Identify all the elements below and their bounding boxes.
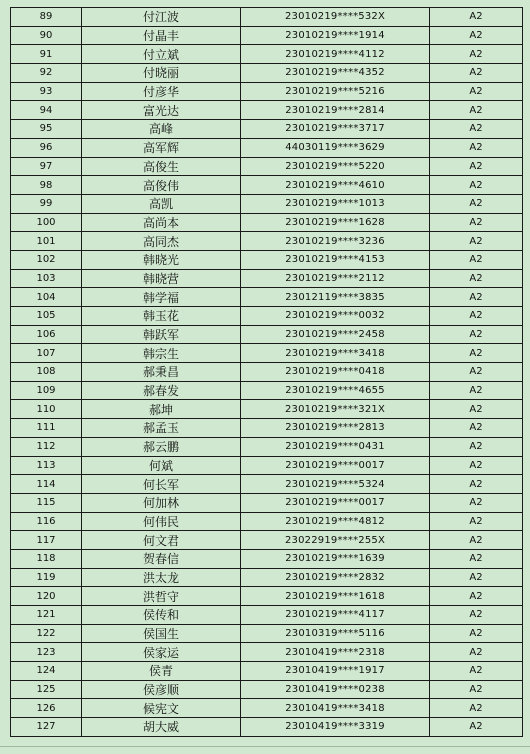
cell-name: 付立斌	[82, 45, 241, 64]
cell-id-number: 23010219****2832	[241, 568, 430, 587]
cell-id-number: 23010219****5324	[241, 475, 430, 494]
cell-license-class: A2	[430, 512, 523, 531]
cell-number: 125	[11, 680, 82, 699]
cell-number: 100	[11, 213, 82, 232]
table-row	[11, 101, 523, 120]
cell-name: 付江波	[82, 8, 241, 27]
cell-id-number: 23010219****5220	[241, 157, 430, 176]
cell-number: 117	[11, 531, 82, 550]
table-row	[11, 176, 523, 195]
cell-number: 92	[11, 64, 82, 83]
cell-name: 侯彦顺	[82, 680, 241, 699]
cell-id-number: 23010219****4117	[241, 606, 430, 625]
table-row	[11, 718, 523, 737]
cell-license-class: A2	[430, 269, 523, 288]
cell-license-class: A2	[430, 662, 523, 681]
cell-name: 高俊生	[82, 157, 241, 176]
table-row	[11, 568, 523, 587]
table-row	[11, 307, 523, 326]
cell-license-class: A2	[430, 475, 523, 494]
cell-name: 付晓丽	[82, 64, 241, 83]
cell-id-number: 23010419****2318	[241, 643, 430, 662]
cell-number: 107	[11, 344, 82, 363]
cell-name: 富光达	[82, 101, 241, 120]
cell-license-class: A2	[430, 64, 523, 83]
cell-license-class: A2	[430, 325, 523, 344]
cell-name: 付彦华	[82, 82, 241, 101]
table-row	[11, 64, 523, 83]
table-row	[11, 381, 523, 400]
cell-id-number: 23010219****5216	[241, 82, 430, 101]
cell-name: 郝秉昌	[82, 363, 241, 382]
cell-number: 93	[11, 82, 82, 101]
cell-id-number: 23010419****3319	[241, 718, 430, 737]
cell-id-number: 44030119****3629	[241, 138, 430, 157]
cell-name: 高峰	[82, 120, 241, 139]
cell-number: 116	[11, 512, 82, 531]
cell-id-number: 23010219****321X	[241, 400, 430, 419]
cell-license-class: A2	[430, 437, 523, 456]
cell-license-class: A2	[430, 400, 523, 419]
sheet-bottom-edge	[0, 746, 530, 747]
table-row	[11, 531, 523, 550]
cell-license-class: A2	[430, 288, 523, 307]
cell-name: 高同杰	[82, 232, 241, 251]
cell-id-number: 23010219****2112	[241, 269, 430, 288]
cell-id-number: 23010319****5116	[241, 624, 430, 643]
cell-name: 韩宗生	[82, 344, 241, 363]
cell-license-class: A2	[430, 138, 523, 157]
cell-id-number: 23010219****0017	[241, 456, 430, 475]
cell-license-class: A2	[430, 307, 523, 326]
cell-name: 付晶丰	[82, 26, 241, 45]
cell-id-number: 23010219****2814	[241, 101, 430, 120]
cell-id-number: 23010219****2458	[241, 325, 430, 344]
cell-name: 韩跃军	[82, 325, 241, 344]
cell-license-class: A2	[430, 680, 523, 699]
cell-license-class: A2	[430, 232, 523, 251]
cell-number: 121	[11, 606, 82, 625]
cell-license-class: A2	[430, 643, 523, 662]
table-row	[11, 475, 523, 494]
cell-number: 114	[11, 475, 82, 494]
cell-name: 候宪文	[82, 699, 241, 718]
cell-number: 104	[11, 288, 82, 307]
cell-license-class: A2	[430, 101, 523, 120]
cell-name: 韩玉花	[82, 307, 241, 326]
cell-name: 胡大威	[82, 718, 241, 737]
cell-id-number: 23010219****1914	[241, 26, 430, 45]
cell-id-number: 23012119****3835	[241, 288, 430, 307]
cell-license-class: A2	[430, 624, 523, 643]
cell-id-number: 23010419****1917	[241, 662, 430, 681]
cell-number: 95	[11, 120, 82, 139]
cell-id-number: 23010219****0032	[241, 307, 430, 326]
table-row	[11, 8, 523, 27]
cell-name: 高尚本	[82, 213, 241, 232]
cell-name: 洪哲守	[82, 587, 241, 606]
table-row	[11, 288, 523, 307]
cell-id-number: 23010219****1628	[241, 213, 430, 232]
cell-number: 98	[11, 176, 82, 195]
table-row	[11, 269, 523, 288]
cell-number: 90	[11, 26, 82, 45]
table-row	[11, 250, 523, 269]
table-row	[11, 26, 523, 45]
table-row	[11, 400, 523, 419]
cell-name: 郝坤	[82, 400, 241, 419]
cell-number: 127	[11, 718, 82, 737]
table-row	[11, 120, 523, 139]
cell-id-number: 23010219****532X	[241, 8, 430, 27]
cell-id-number: 23010219****0017	[241, 493, 430, 512]
table-row	[11, 325, 523, 344]
cell-name: 侯家运	[82, 643, 241, 662]
cell-name: 何长军	[82, 475, 241, 494]
table-row	[11, 82, 523, 101]
table-row	[11, 138, 523, 157]
cell-number: 101	[11, 232, 82, 251]
cell-number: 119	[11, 568, 82, 587]
cell-id-number: 23010219****0431	[241, 437, 430, 456]
table-row	[11, 45, 523, 64]
cell-name: 高凯	[82, 194, 241, 213]
table-row	[11, 344, 523, 363]
cell-license-class: A2	[430, 606, 523, 625]
table-row	[11, 512, 523, 531]
cell-id-number: 23010219****4352	[241, 64, 430, 83]
table-row	[11, 662, 523, 681]
table-row	[11, 194, 523, 213]
cell-id-number: 23010219****3418	[241, 344, 430, 363]
cell-id-number: 23010219****1639	[241, 549, 430, 568]
cell-number: 124	[11, 662, 82, 681]
cell-number: 108	[11, 363, 82, 382]
cell-id-number: 23010219****2813	[241, 419, 430, 438]
cell-name: 韩晓光	[82, 250, 241, 269]
table-row	[11, 643, 523, 662]
cell-name: 韩学福	[82, 288, 241, 307]
cell-number: 123	[11, 643, 82, 662]
cell-license-class: A2	[430, 8, 523, 27]
cell-name: 郝云鹏	[82, 437, 241, 456]
cell-id-number: 23010219****1618	[241, 587, 430, 606]
cell-name: 高俊伟	[82, 176, 241, 195]
cell-number: 113	[11, 456, 82, 475]
table-row	[11, 587, 523, 606]
cell-id-number: 23010219****3236	[241, 232, 430, 251]
cell-number: 89	[11, 8, 82, 27]
cell-number: 112	[11, 437, 82, 456]
cell-license-class: A2	[430, 699, 523, 718]
cell-number: 115	[11, 493, 82, 512]
cell-license-class: A2	[430, 250, 523, 269]
cell-name: 何文君	[82, 531, 241, 550]
cell-number: 103	[11, 269, 82, 288]
cell-name: 侯青	[82, 662, 241, 681]
cell-number: 110	[11, 400, 82, 419]
cell-number: 96	[11, 138, 82, 157]
cell-number: 106	[11, 325, 82, 344]
cell-id-number: 23022919****255X	[241, 531, 430, 550]
cell-license-class: A2	[430, 344, 523, 363]
table-body	[11, 8, 523, 737]
cell-license-class: A2	[430, 176, 523, 195]
cell-license-class: A2	[430, 194, 523, 213]
cell-name: 何伟民	[82, 512, 241, 531]
cell-license-class: A2	[430, 26, 523, 45]
license-table	[10, 7, 523, 737]
table-row	[11, 157, 523, 176]
cell-id-number: 23010219****1013	[241, 194, 430, 213]
cell-license-class: A2	[430, 456, 523, 475]
cell-license-class: A2	[430, 419, 523, 438]
cell-number: 118	[11, 549, 82, 568]
cell-name: 贺春信	[82, 549, 241, 568]
cell-license-class: A2	[430, 549, 523, 568]
cell-license-class: A2	[430, 82, 523, 101]
table-row	[11, 232, 523, 251]
cell-number: 91	[11, 45, 82, 64]
cell-name: 韩晓营	[82, 269, 241, 288]
table-row	[11, 624, 523, 643]
cell-number: 99	[11, 194, 82, 213]
cell-number: 120	[11, 587, 82, 606]
cell-number: 109	[11, 381, 82, 400]
table-row	[11, 606, 523, 625]
cell-id-number: 23010419****0238	[241, 680, 430, 699]
cell-license-class: A2	[430, 363, 523, 382]
cell-name: 何加林	[82, 493, 241, 512]
cell-license-class: A2	[430, 568, 523, 587]
table-row	[11, 680, 523, 699]
cell-id-number: 23010219****4655	[241, 381, 430, 400]
cell-license-class: A2	[430, 157, 523, 176]
cell-name: 侯国生	[82, 624, 241, 643]
cell-number: 105	[11, 307, 82, 326]
cell-license-class: A2	[430, 718, 523, 737]
cell-number: 94	[11, 101, 82, 120]
table-row	[11, 549, 523, 568]
cell-id-number: 23010219****4112	[241, 45, 430, 64]
cell-license-class: A2	[430, 587, 523, 606]
cell-name: 侯传和	[82, 606, 241, 625]
table-row	[11, 456, 523, 475]
cell-license-class: A2	[430, 493, 523, 512]
cell-number: 102	[11, 250, 82, 269]
cell-license-class: A2	[430, 120, 523, 139]
table-row	[11, 437, 523, 456]
cell-license-class: A2	[430, 531, 523, 550]
cell-number: 122	[11, 624, 82, 643]
cell-id-number: 23010219****3717	[241, 120, 430, 139]
cell-name: 高军辉	[82, 138, 241, 157]
cell-name: 何斌	[82, 456, 241, 475]
cell-name: 洪太龙	[82, 568, 241, 587]
cell-license-class: A2	[430, 213, 523, 232]
cell-number: 97	[11, 157, 82, 176]
cell-id-number: 23010219****4812	[241, 512, 430, 531]
cell-name: 郝孟玉	[82, 419, 241, 438]
table-row	[11, 699, 523, 718]
table-row	[11, 213, 523, 232]
cell-id-number: 23010219****0418	[241, 363, 430, 382]
cell-number: 126	[11, 699, 82, 718]
table-row	[11, 363, 523, 382]
cell-id-number: 23010219****4153	[241, 250, 430, 269]
table-row	[11, 493, 523, 512]
cell-name: 郝春发	[82, 381, 241, 400]
cell-license-class: A2	[430, 45, 523, 64]
cell-number: 111	[11, 419, 82, 438]
cell-license-class: A2	[430, 381, 523, 400]
table-row	[11, 419, 523, 438]
cell-id-number: 23010419****3418	[241, 699, 430, 718]
cell-id-number: 23010219****4610	[241, 176, 430, 195]
